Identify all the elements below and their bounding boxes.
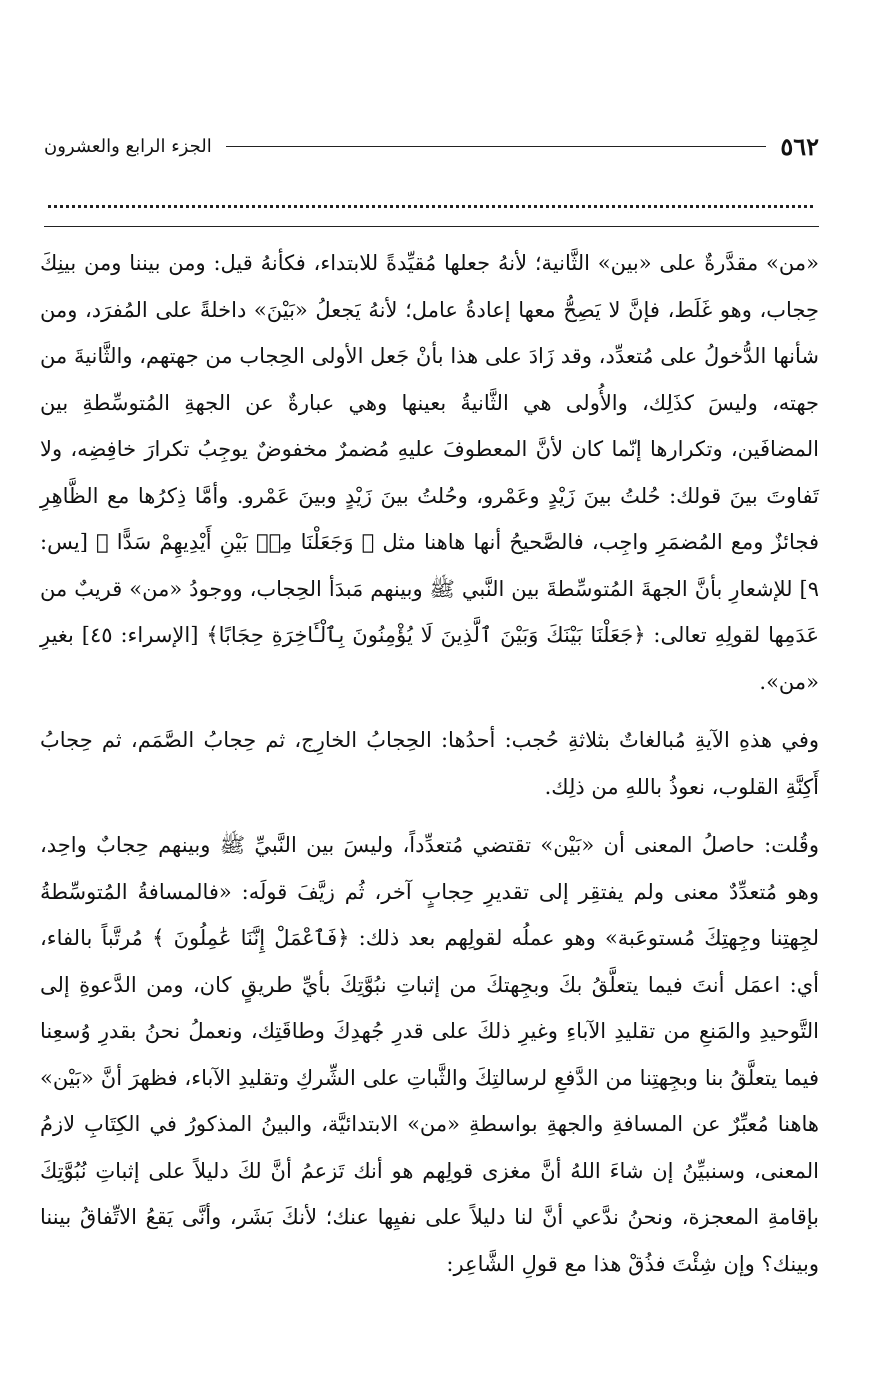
paragraph: «من» مقدَّرةٌ على «بين» الثَّانية؛ لأنهُ جعلها مُقيِّدةً للابتداء، فكأنهُ قيل: ومن بيننا ومن بينِكَ حِجاب، وهو غَلَط، فإنَّ لا يَصِحُّ معها إعادةُ عامل؛ لأنهُ يَجعلُ «بَيْنَ» داخلةً على المُفرَد، ومن شأنها الدُّخولُ على مُتعدِّد، وقد زَادَ على هذا بأنْ جَعل الأولى الحِجاب من جهتهم، والثَّانيةَ من جهته، وليسَ كذَلِك، والأُولى هي الثَّانيةُ بعينها وهي عبارةٌ عن الجهةِ المُتوسِّطةِ بين المضافَين، وتكرارها إنّما كان لأنَّ المعطوفَ عليهِ مُضمرٌ مخفوضٌ يوجِبُ تكرارَ خافِضِه، ولا تَفاوتَ بينَ قولك: حُلتُ بينَ زَيْدٍ وعَمْرو، وحُلتُ بينَ زَيْدٍ وبينَ عَمْرو. وأمَّا ذِكرُها مع الظَّاهِرِ فجائزٌ ومع المُضمَرِ واجِب، فالصَّحيحُ أنها هاهنا مثل ﴿ وَجَعَلْنَا مِنۢ بَيْنِ أَيْدِيهِمْ سَدًّا ﴾ [يس: ٩] للإشعارِ بأنَّ الجهةَ المُتوسِّطةَ بين النَّبي ﷺ وبينهم مَبدَأ الحِجاب، ووجودُ «من» قريبٌ من عَدَمِها لقولِهِ تعالى: ﴿جَعَلْنَا بَيْنَكَ وَبَيْنَ ٱلَّذِينَ لَا يُؤْمِنُونَ بِٱلْـَٔاخِرَةِ حِجَابًا﴾ [الإسراء: ٤٥] بغيرِ «من». — [40, 251, 819, 694]
solid-divider — [44, 226, 819, 227]
header-rule — [226, 146, 767, 147]
dotted-divider — [48, 205, 813, 208]
paragraph: وقُلت: حاصلُ المعنى أن «بَيْن» تقتضي مُتعدِّداً، وليسَ بين النَّبيِّ ﷺ وبينهم حِجابٌ واحِد، وهو مُتعدِّدٌ معنى ولم يفتقِر إلى تقديرِ حِجابٍ آخر، ثُم زيَّفَ قولَه: «فالمسافةُ المُتوسِّطةُ لجِهتِنا وجِهتِكَ مُستوعَبة» وهو عملُه لقولِهم بعد ذلك: ﴿فَٱعْمَلْ إِنَّنَا عَٰمِلُونَ ﴾ مُرتَّباً بالفاء، أي: اعمَل أنتَ فيما يتعلَّقُ بكَ وبجِهتكَ من إثباتِ نبُوَّتِكَ بأيِّ طريقٍ كان، ومن الدَّعوةِ إلى التَّوحيدِ والمَنعِ من تقليدِ الآباءِ وغيرِ ذلكَ على قدرِ جُهدِكَ وطاقَتِك، ونعملُ نحنُ بقدرِ وُسعِنا فيما يتعلَّقُ بنا وبجِهتِنا من الدَّفعِ لرسالتِكَ والثَّباتِ على الشِّركِ وتقليدِ الآباء، فظهرَ أنَّ «بَيْن» هاهنا مُعبِّرٌ عن المسافةِ والجهةِ بواسطةِ «من» الابتدائيَّة، والبينُ المذكورُ في الكِتَابِ لازمُ المعنى، وسنبيِّنُ إن شاءَ اللهُ أنَّ مغزى قولِهم هو أنك تَزعمُ أنَّ لكَ دليلاً على إثباتِ نُبُوَّتِكَ بإقامةِ المعجزة، ونحنُ ندَّعي أنَّ لنا دليلاً على نفيِها عنك؛ لأنكَ بَشَر، وأنَّى يَقعُ الاتِّفاقُ بيننا وبينك؟ وإن شِئْتَ فذُقْ هذا مع قولِ الشَّاعِر: — [40, 833, 819, 1276]
running-title: الجزء الرابع والعشرون — [44, 135, 212, 157]
paragraph: وفي هذهِ الآيةِ مُبالغاتٌ بثلاثةِ حُجب: أحدُها: الحِجابُ الخارِج، ثم حِجابُ الصَّمَم، ثم حِجابُ أَكِنَّةِ القلوب، نعوذُ باللهِ من ذلِك. — [40, 728, 819, 799]
page-header — [44, 126, 819, 166]
main-text — [40, 240, 819, 1287]
page-number: ٥٦٢ — [780, 131, 819, 161]
